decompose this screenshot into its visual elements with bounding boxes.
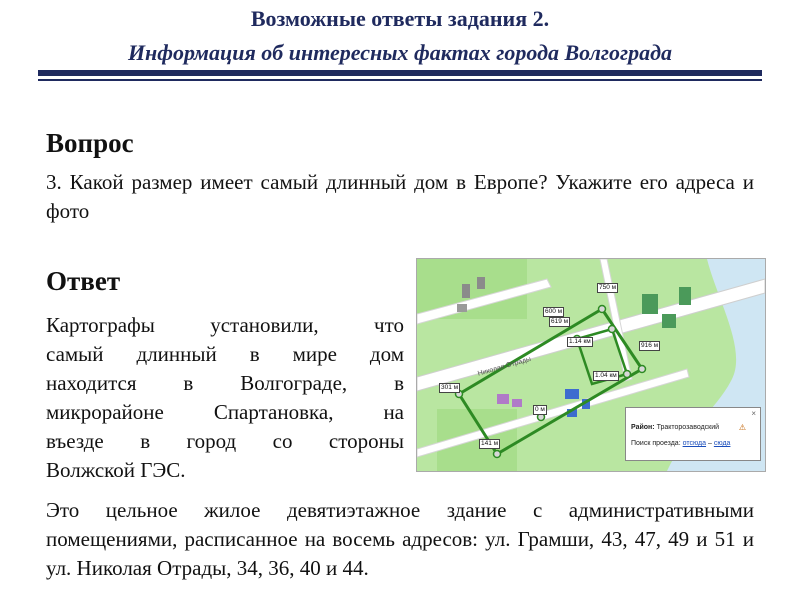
header-divider-thick <box>38 70 762 76</box>
route-to-link[interactable]: сюда <box>713 440 731 447</box>
question-heading: Вопрос <box>46 128 134 158</box>
district-label: Район: <box>631 424 655 431</box>
route-search-label: Поиск проезда: <box>631 440 681 447</box>
answer-line: Волжской ГЭС. <box>46 458 186 482</box>
distance-label: 141 м <box>481 440 499 447</box>
district-row <box>631 424 719 431</box>
district-value: Тракторозаводский <box>656 424 720 431</box>
header-subtitle: Информация об интересных фактах города Волгограда <box>127 40 673 65</box>
answer-heading: Ответ <box>46 266 121 296</box>
distance-label: 619 м <box>551 318 569 325</box>
close-icon[interactable]: × <box>751 409 756 418</box>
answer-details: Это цельное жилое девятиэтажное здание с административными помещениями, расписанное на восемь адресов: ул. Грамши, 43, 47, 49 и 51 и ул. Николая Отрады, 34, 36, 40 и 44. <box>46 498 754 580</box>
header-divider-thin <box>38 79 762 81</box>
distance-label: 600 м <box>545 308 563 315</box>
warning-icon: ⚠ <box>738 423 746 432</box>
header-title: Возможные ответы задания 2. <box>250 6 550 31</box>
answer-line: самый длинный в мире дом <box>46 342 404 366</box>
answer-line: микрорайоне Спартановка, на <box>46 400 404 424</box>
map-image[interactable] <box>416 258 766 472</box>
distance-label: 1.14 км <box>569 338 591 345</box>
distance-label: 1.04 км <box>595 372 617 379</box>
answer-line: въезде в город со стороны <box>46 429 404 453</box>
street-label: Николая Отрады <box>477 355 532 378</box>
route-separator: – <box>708 440 712 447</box>
question-text: 3. Какой размер имеет самый длинный дом в Европе? Укажите его адреса и фото <box>46 170 754 223</box>
answer-text <box>46 311 404 485</box>
distance-label: 301 м <box>441 384 459 391</box>
distance-label: 750 м <box>599 284 617 291</box>
distance-label: 916 м <box>641 342 659 349</box>
distance-label: 0 м <box>535 406 545 413</box>
map-info-panel <box>625 407 761 461</box>
answer-line: Картографы установили, что <box>46 313 404 337</box>
route-search-row <box>631 440 730 447</box>
answer-line: находится в Волгограде, в <box>46 371 404 395</box>
route-from-link[interactable]: отсюда <box>682 440 707 447</box>
